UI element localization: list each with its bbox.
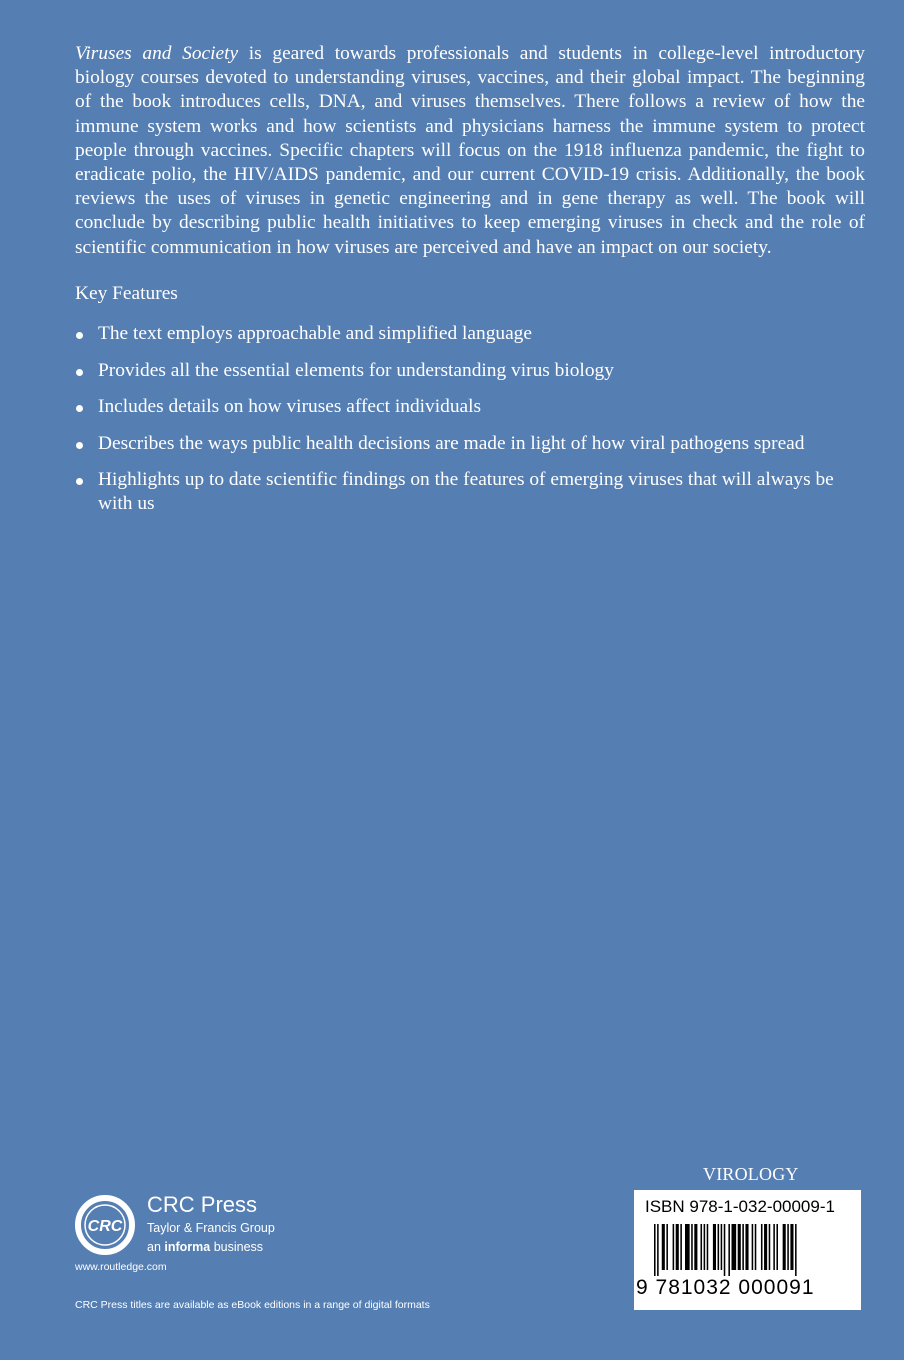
subject-label: VIROLOGY bbox=[703, 1164, 799, 1184]
blurb-paragraph bbox=[75, 42, 865, 260]
informa-prefix: an bbox=[147, 1240, 165, 1254]
barcode-bar bbox=[787, 1224, 789, 1270]
barcode-bar bbox=[676, 1224, 679, 1270]
publisher-group: Taylor & Francis Group bbox=[147, 1221, 275, 1235]
crc-logo-icon bbox=[74, 1194, 136, 1256]
barcode-bar bbox=[713, 1224, 716, 1270]
barcode-bar bbox=[776, 1224, 778, 1270]
barcode-digits: 9 781032 000091 bbox=[636, 1276, 815, 1299]
bullet-icon bbox=[76, 442, 83, 449]
crc-logo-text: CRC bbox=[87, 1218, 123, 1235]
barcode-bar bbox=[732, 1224, 737, 1270]
informa-bold: informa bbox=[164, 1240, 211, 1254]
list-item bbox=[75, 359, 835, 383]
publisher-url: www.routledge.com bbox=[75, 1261, 167, 1273]
barcode-bar bbox=[666, 1224, 668, 1270]
barcode-bar bbox=[752, 1224, 754, 1270]
barcode-bars bbox=[654, 1224, 842, 1276]
barcode-bar bbox=[742, 1224, 744, 1270]
barcode-bar bbox=[694, 1224, 697, 1270]
barcode-bar bbox=[773, 1224, 775, 1270]
list-item bbox=[75, 432, 835, 456]
blurb-text: is geared towards professionals and students in college-level introductory biology courses devoted to understanding viruses, vaccines, and their global impact. The beginning of the book introduces cells, DNA, and viruses themselves. There follows a review of how the immune system works and how scientists and physicians harness the immune system to protect people through vaccines. Specific chapters will focus on the 1918 influenza pandemic, the fight to eradicate polio, the HIV/AIDS pandemic, and our current COVID-19 crisis. Additionally, the book reviews the uses of viruses in genetic engineering and in gene therapy as well. The book will conclude by describing public health initiatives to keep emerging viruses in check and the role of scientific communication in how viruses are perceived and have an impact on our society. bbox=[75, 43, 865, 258]
barcode-bar bbox=[673, 1224, 675, 1270]
ebook-note: CRC Press titles are available as eBook editions in a range of digital formats bbox=[75, 1299, 430, 1311]
barcode-bar bbox=[718, 1224, 720, 1270]
barcode-bar bbox=[790, 1224, 793, 1270]
barcode-bar bbox=[680, 1224, 682, 1270]
barcode-bar bbox=[701, 1224, 703, 1270]
feature-text: Describes the ways public health decisions are made in light of how viral pathogens spread bbox=[98, 432, 805, 454]
barcode-bar bbox=[704, 1224, 706, 1270]
barcode-bar bbox=[657, 1224, 659, 1276]
book-title: Viruses and Society bbox=[75, 43, 239, 64]
barcode-bar bbox=[691, 1224, 693, 1270]
publisher-informa bbox=[147, 1240, 263, 1254]
barcode-bar bbox=[764, 1224, 767, 1270]
barcode-bar bbox=[662, 1224, 665, 1270]
barcode-bar bbox=[745, 1224, 748, 1270]
barcode-bar bbox=[755, 1224, 757, 1270]
list-item bbox=[75, 322, 835, 346]
barcode-bar bbox=[707, 1224, 709, 1270]
barcode-bar bbox=[724, 1224, 726, 1276]
barcode-bar bbox=[769, 1224, 771, 1270]
barcode-bar bbox=[761, 1224, 763, 1270]
publisher-name: CRC Press bbox=[147, 1192, 258, 1217]
barcode-bar bbox=[721, 1224, 723, 1270]
bullet-icon bbox=[76, 405, 83, 412]
isbn-label: ISBN 978-1-032-00009-1 bbox=[645, 1197, 835, 1216]
list-item bbox=[75, 395, 835, 419]
barcode-bar bbox=[795, 1224, 797, 1276]
barcode-bar bbox=[685, 1224, 690, 1270]
feature-text: Includes details on how viruses affect individuals bbox=[98, 396, 482, 417]
feature-text: Highlights up to date scientific findings on the features of emerging viruses that will always be with us bbox=[98, 469, 834, 514]
barcode-bar bbox=[783, 1224, 786, 1270]
informa-suffix: business bbox=[210, 1240, 264, 1254]
bullet-icon bbox=[76, 478, 83, 485]
feature-text: The text employs approachable and simplified language bbox=[98, 323, 532, 344]
key-features-list bbox=[75, 322, 835, 529]
barcode-bar bbox=[738, 1224, 741, 1270]
feature-text: Provides all the essential elements for understanding virus biology bbox=[98, 359, 614, 381]
isbn-barcode-box bbox=[634, 1190, 861, 1310]
key-features-heading: Key Features bbox=[75, 283, 178, 304]
barcode-bar bbox=[654, 1224, 656, 1276]
bullet-icon bbox=[76, 369, 83, 376]
barcode-bar bbox=[728, 1224, 730, 1276]
list-item bbox=[75, 468, 835, 516]
bullet-icon bbox=[76, 332, 83, 339]
